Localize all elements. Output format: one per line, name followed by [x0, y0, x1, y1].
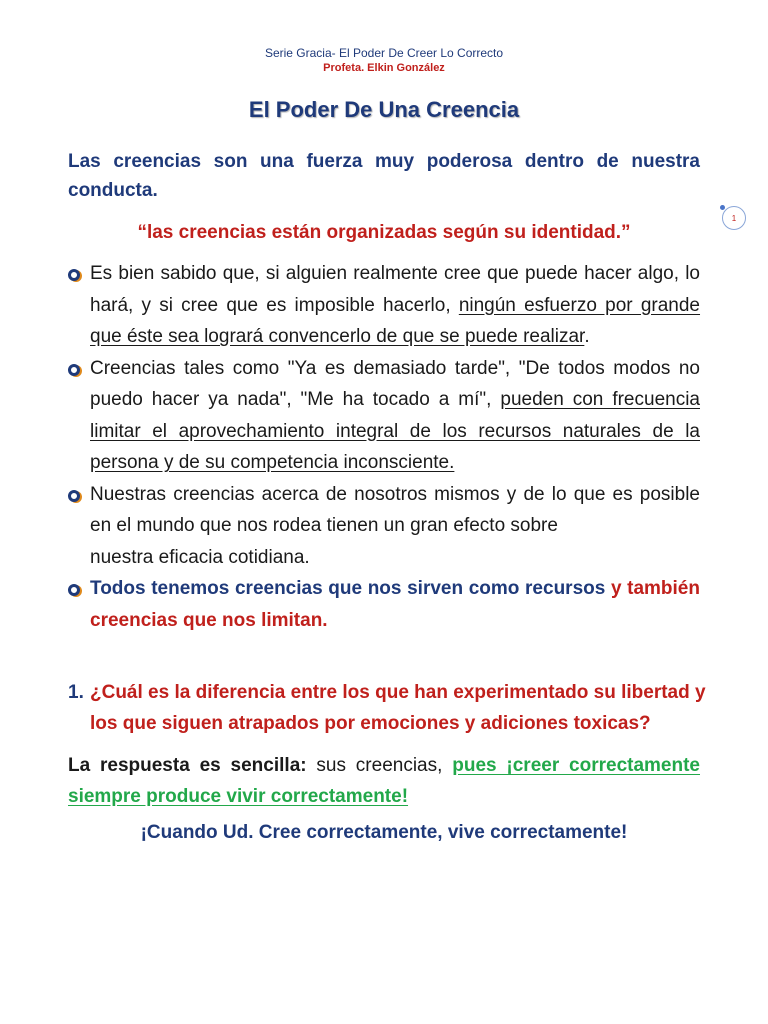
intro-paragraph: Las creencias son una fuerza muy poderosa dentro de nuestra conducta.	[68, 151, 700, 201]
bullet-icon	[68, 269, 80, 281]
bullet-underlined-text: ningún esfuerzo por grande que éste sea logrará convencerlo de que se puede realizar	[90, 294, 701, 347]
closing-statement: ¡Cuando Ud. Cree correctamente, vive correctamente!	[140, 822, 628, 843]
bullet-item	[68, 258, 700, 353]
bullet-text-blue: Todos tenemos creencias que nos sirven como recursos	[90, 578, 611, 599]
page-number: 1	[722, 206, 746, 230]
bullet-text: Es bien sabido que, si alguien realmente cree que puede hacer algo, lo hará, y si cree que es imposible hacerlo,	[90, 263, 700, 316]
quote: “las creencias están organizadas según su identidad.”	[137, 222, 631, 243]
bullet-icon	[68, 490, 80, 502]
question	[68, 677, 728, 739]
question-number: 1.	[68, 682, 84, 703]
answer-text: sus creencias,	[306, 755, 453, 776]
bullet-item	[68, 573, 700, 636]
bullet-item	[68, 353, 700, 479]
answer-label: La respuesta es sencilla:	[68, 755, 307, 776]
bullet-text: Nuestras creencias acerca de nosotros mismos y de lo que es posible en el mundo que nos rodea tienen un gran efecto sobre	[90, 483, 700, 536]
page-title: El Poder De Una Creencia	[248, 97, 520, 122]
bullet-item	[68, 479, 700, 574]
question-text: ¿Cuál es la diferencia entre los que han experimentado su libertad y los que siguen atrapados por emociones y adiciones toxicas?	[90, 682, 706, 734]
bullet-text-red: y también creencias que nos limitan.	[90, 578, 700, 631]
bullet-icon	[68, 364, 80, 376]
bullet-icon	[68, 584, 80, 596]
author-header: Profeta. Elkin González	[323, 62, 445, 74]
series-header: Serie Gracia- El Poder De Creer Lo Correcto	[264, 46, 504, 60]
bullet-list	[68, 258, 700, 636]
answer-paragraph	[68, 750, 700, 812]
bullet-underlined-text: pueden con frecuencia limitar el aprovechamiento integral de los recursos naturales de la persona y de su competencia inconsciente.	[90, 389, 700, 473]
bullet-text-end: .	[584, 326, 590, 347]
bullet-text-last-line: nuestra eficacia cotidiana.	[90, 546, 310, 568]
answer-highlight: pues ¡creer correctamente siempre produce vivir correctamente!	[68, 755, 700, 807]
bullet-text: Creencias tales como "Ya es demasiado tarde", "De todos modos no puedo hacer ya nada", "Me ha tocado a mí",	[90, 357, 700, 410]
